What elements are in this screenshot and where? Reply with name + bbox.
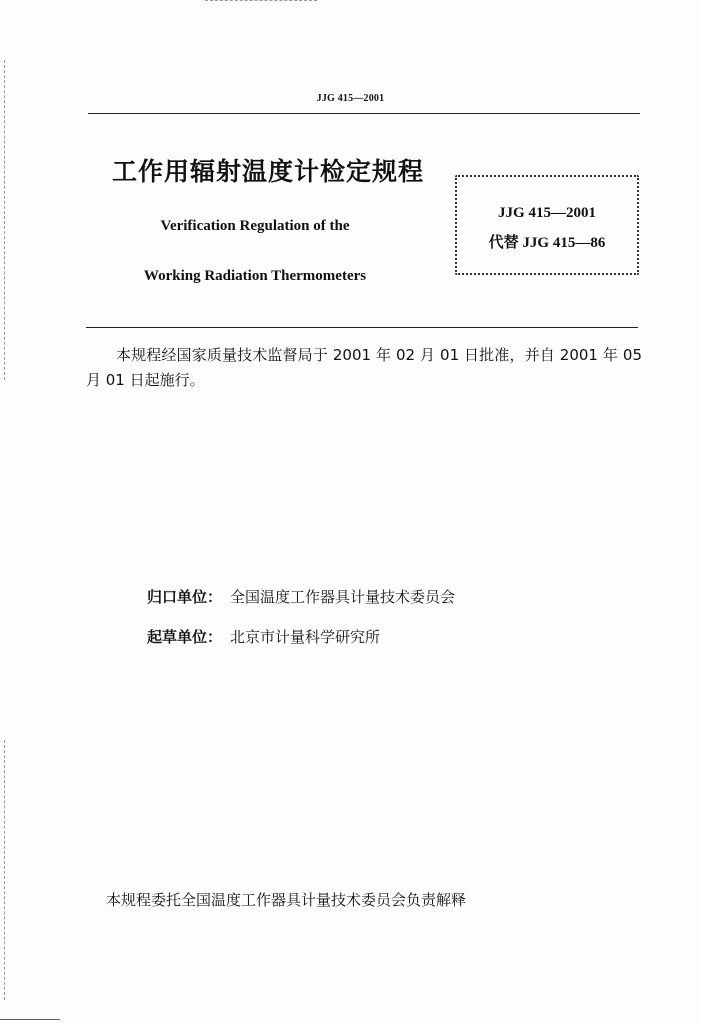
scan-edge-mark-bottom (0, 1019, 60, 1020)
responsible-unit-row (147, 586, 455, 607)
interpretation-note: 本规程委托全国温度工作器具计量技术委员会负责解释 (106, 891, 467, 909)
standard-code-box (455, 175, 639, 275)
scan-edge-mark-left-lower (4, 740, 5, 1000)
title-english-line2: Working Radiation Thermometers (143, 268, 367, 284)
drafting-unit-row (147, 626, 380, 647)
responsible-unit-value: 全国温度工作器具计量技术委员会 (230, 588, 456, 606)
responsible-unit-label: 归口单位： (147, 588, 223, 606)
standard-code: JJG 415—2001 (498, 205, 596, 221)
title-english-line1: Verification Regulation of the (160, 218, 350, 234)
header-standard-code: JJG 415—2001 (316, 93, 385, 104)
section-rule (86, 327, 638, 328)
replaces-code: 代替 JJG 415—86 (488, 235, 606, 251)
scan-edge-mark-top (205, 0, 317, 1)
header-rule (88, 113, 640, 114)
drafting-unit-label: 起草单位： (147, 628, 223, 646)
approval-paragraph: 本规程经国家质量技术监督局于 2001 年 02 月 01 日批准，并自 2001 年 05 月 01 日起施行。 (86, 346, 642, 389)
title-chinese: 工作用辐射温度计检定规程 (112, 157, 425, 186)
drafting-unit-value: 北京市计量科学研究所 (230, 628, 381, 646)
